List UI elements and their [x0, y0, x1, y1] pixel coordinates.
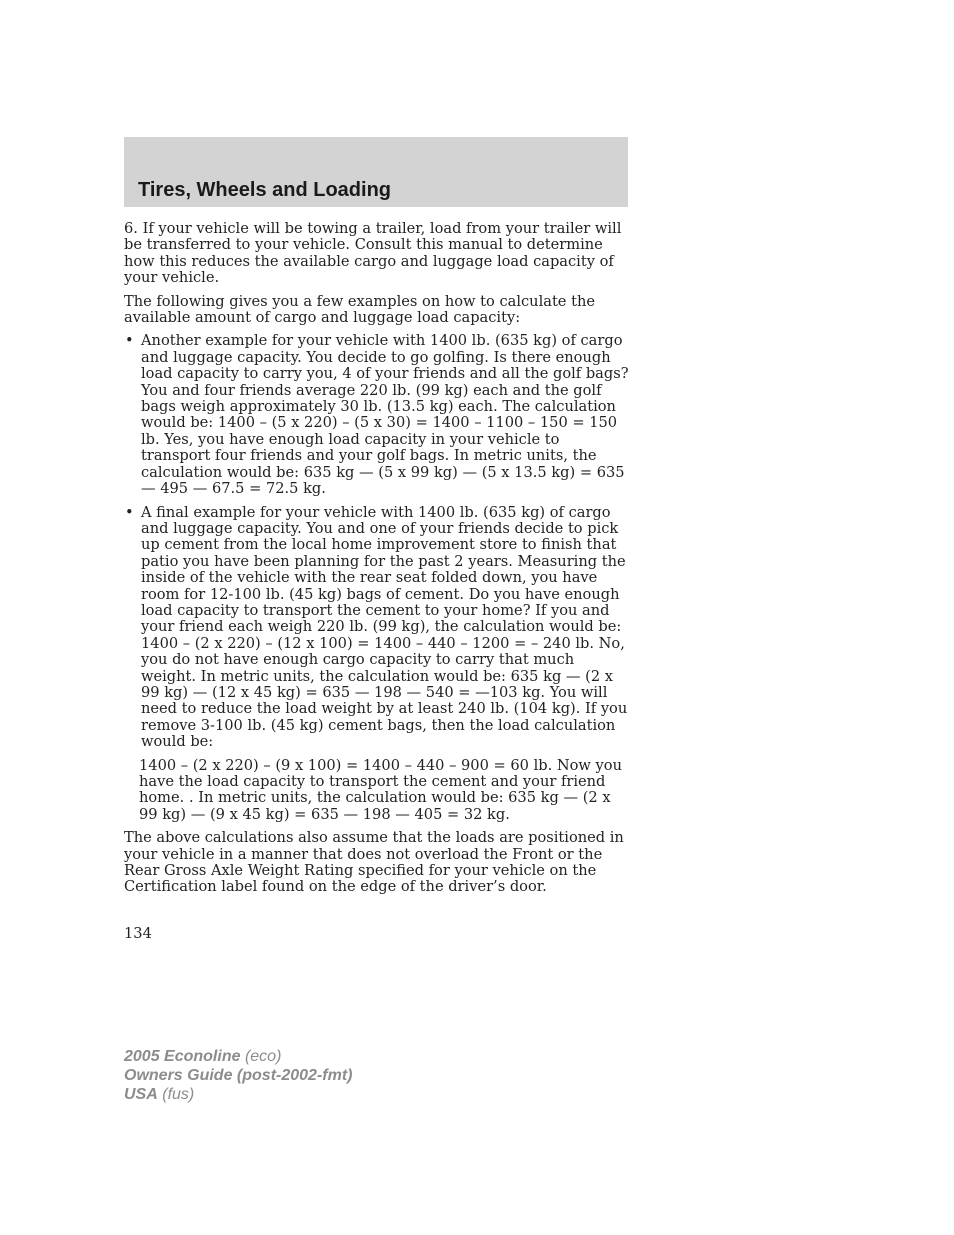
- bullet-text-cement-example: A final example for your vehicle with 1400 lb. (635 kg) of cargo and luggage capacity. You and one of your friends decide to pick up cement from the local home improvement store to finish that patio you have been planning for the past 2 years. Measuring the inside of the vehicle with the rear seat folded down, you have room for 12-100 lb. (45 kg) bags of cement. Do you have enough load capacity to transport the cement to your home? If you and your friend each weigh 220 lb. (99 kg), the calculation would be: 1400 – (2 x 220) – (12 x 100) = 1400 – 440 – 1200 = – 240 lb. No, you do not have enough cargo capacity to carry that much weight. In metric units, the calculation would be: 635 kg — (2 x 99 kg) — (12 x 45 kg) = 635 — 198 — 540 = —103 kg. You will need to reduce the load weight by at least 240 lb. (104 kg). If you remove 3-100 lb. (45 kg) cement bags, then the load calculation would be:: [141, 503, 628, 751]
- example-list: [124, 333, 632, 750]
- footer-guide: Owners Guide (post-2002-fmt): [124, 1067, 353, 1084]
- paragraph-revised-calculation: 1400 – (2 x 220) – (9 x 100) = 1400 – 440 – 900 = 60 lb. Now you have the load capacity to transport the cement and your friend home. . In metric units, the calculation would be: 635 kg — (2 x 99 kg) — (9 x 45 kg) = 635 — 198 — 405 = 32 kg.: [139, 756, 622, 823]
- footer-line-region: [124, 1085, 352, 1104]
- footer-line-guide: [124, 1066, 352, 1085]
- document-footer: [124, 1047, 352, 1104]
- list-item: [124, 333, 632, 497]
- paragraph-intro: The following gives you a few examples on how to calculate the available amount of cargo and luggage load capacity:: [124, 292, 595, 327]
- paragraph-closing: The above calculations also assume that the loads are positioned in your vehicle in a manner that does not overload the Front or the Rear Gross Axle Weight Rating specified for your vehicle on the Certification label found on the edge of the driver’s door.: [124, 829, 624, 896]
- paragraph-towing: 6. If your vehicle will be towing a trailer, load from your trailer will be transferred to your vehicle. Consult this manual to determine how this reduces the available cargo and luggage load capacity of your vehicle.: [124, 220, 622, 287]
- bullet-text-golf-example: Another example for your vehicle with 1400 lb. (635 kg) of cargo and luggage capacity. You decide to go golfing. Is there enough load capacity to carry you, 4 of your friends and all the golf bags? You and four friends average 220 lb. (99 kg) each and the golf bags weigh approximately 30 lb. (13.5 kg) each. The calculation would be: 1400 – (5 x 220) – (5 x 30) = 1400 – 1100 – 150 = 150 lb. Yes, you have enough load capacity in your vehicle to transport four friends and your golf bags. In metric units, the calculation would be: 635 kg — (5 x 99 kg) — (5 x 13.5 kg) = 635 — 495 — 67.5 = 72.5 kg.: [141, 332, 629, 498]
- bullet-icon: •: [125, 503, 134, 521]
- page-content: [124, 221, 632, 903]
- bullet-icon: •: [125, 332, 134, 350]
- footer-line-model: [124, 1047, 352, 1066]
- footer-model: 2005 Econoline: [124, 1048, 241, 1065]
- footer-model-code: (eco): [244, 1048, 282, 1065]
- section-title: Tires, Wheels and Loading: [138, 179, 392, 201]
- section-header-band: [124, 137, 628, 207]
- footer-region-code: (fus): [162, 1086, 195, 1103]
- footer-region: USA: [124, 1086, 158, 1103]
- list-item: [124, 505, 632, 751]
- page-number: 134: [124, 925, 152, 942]
